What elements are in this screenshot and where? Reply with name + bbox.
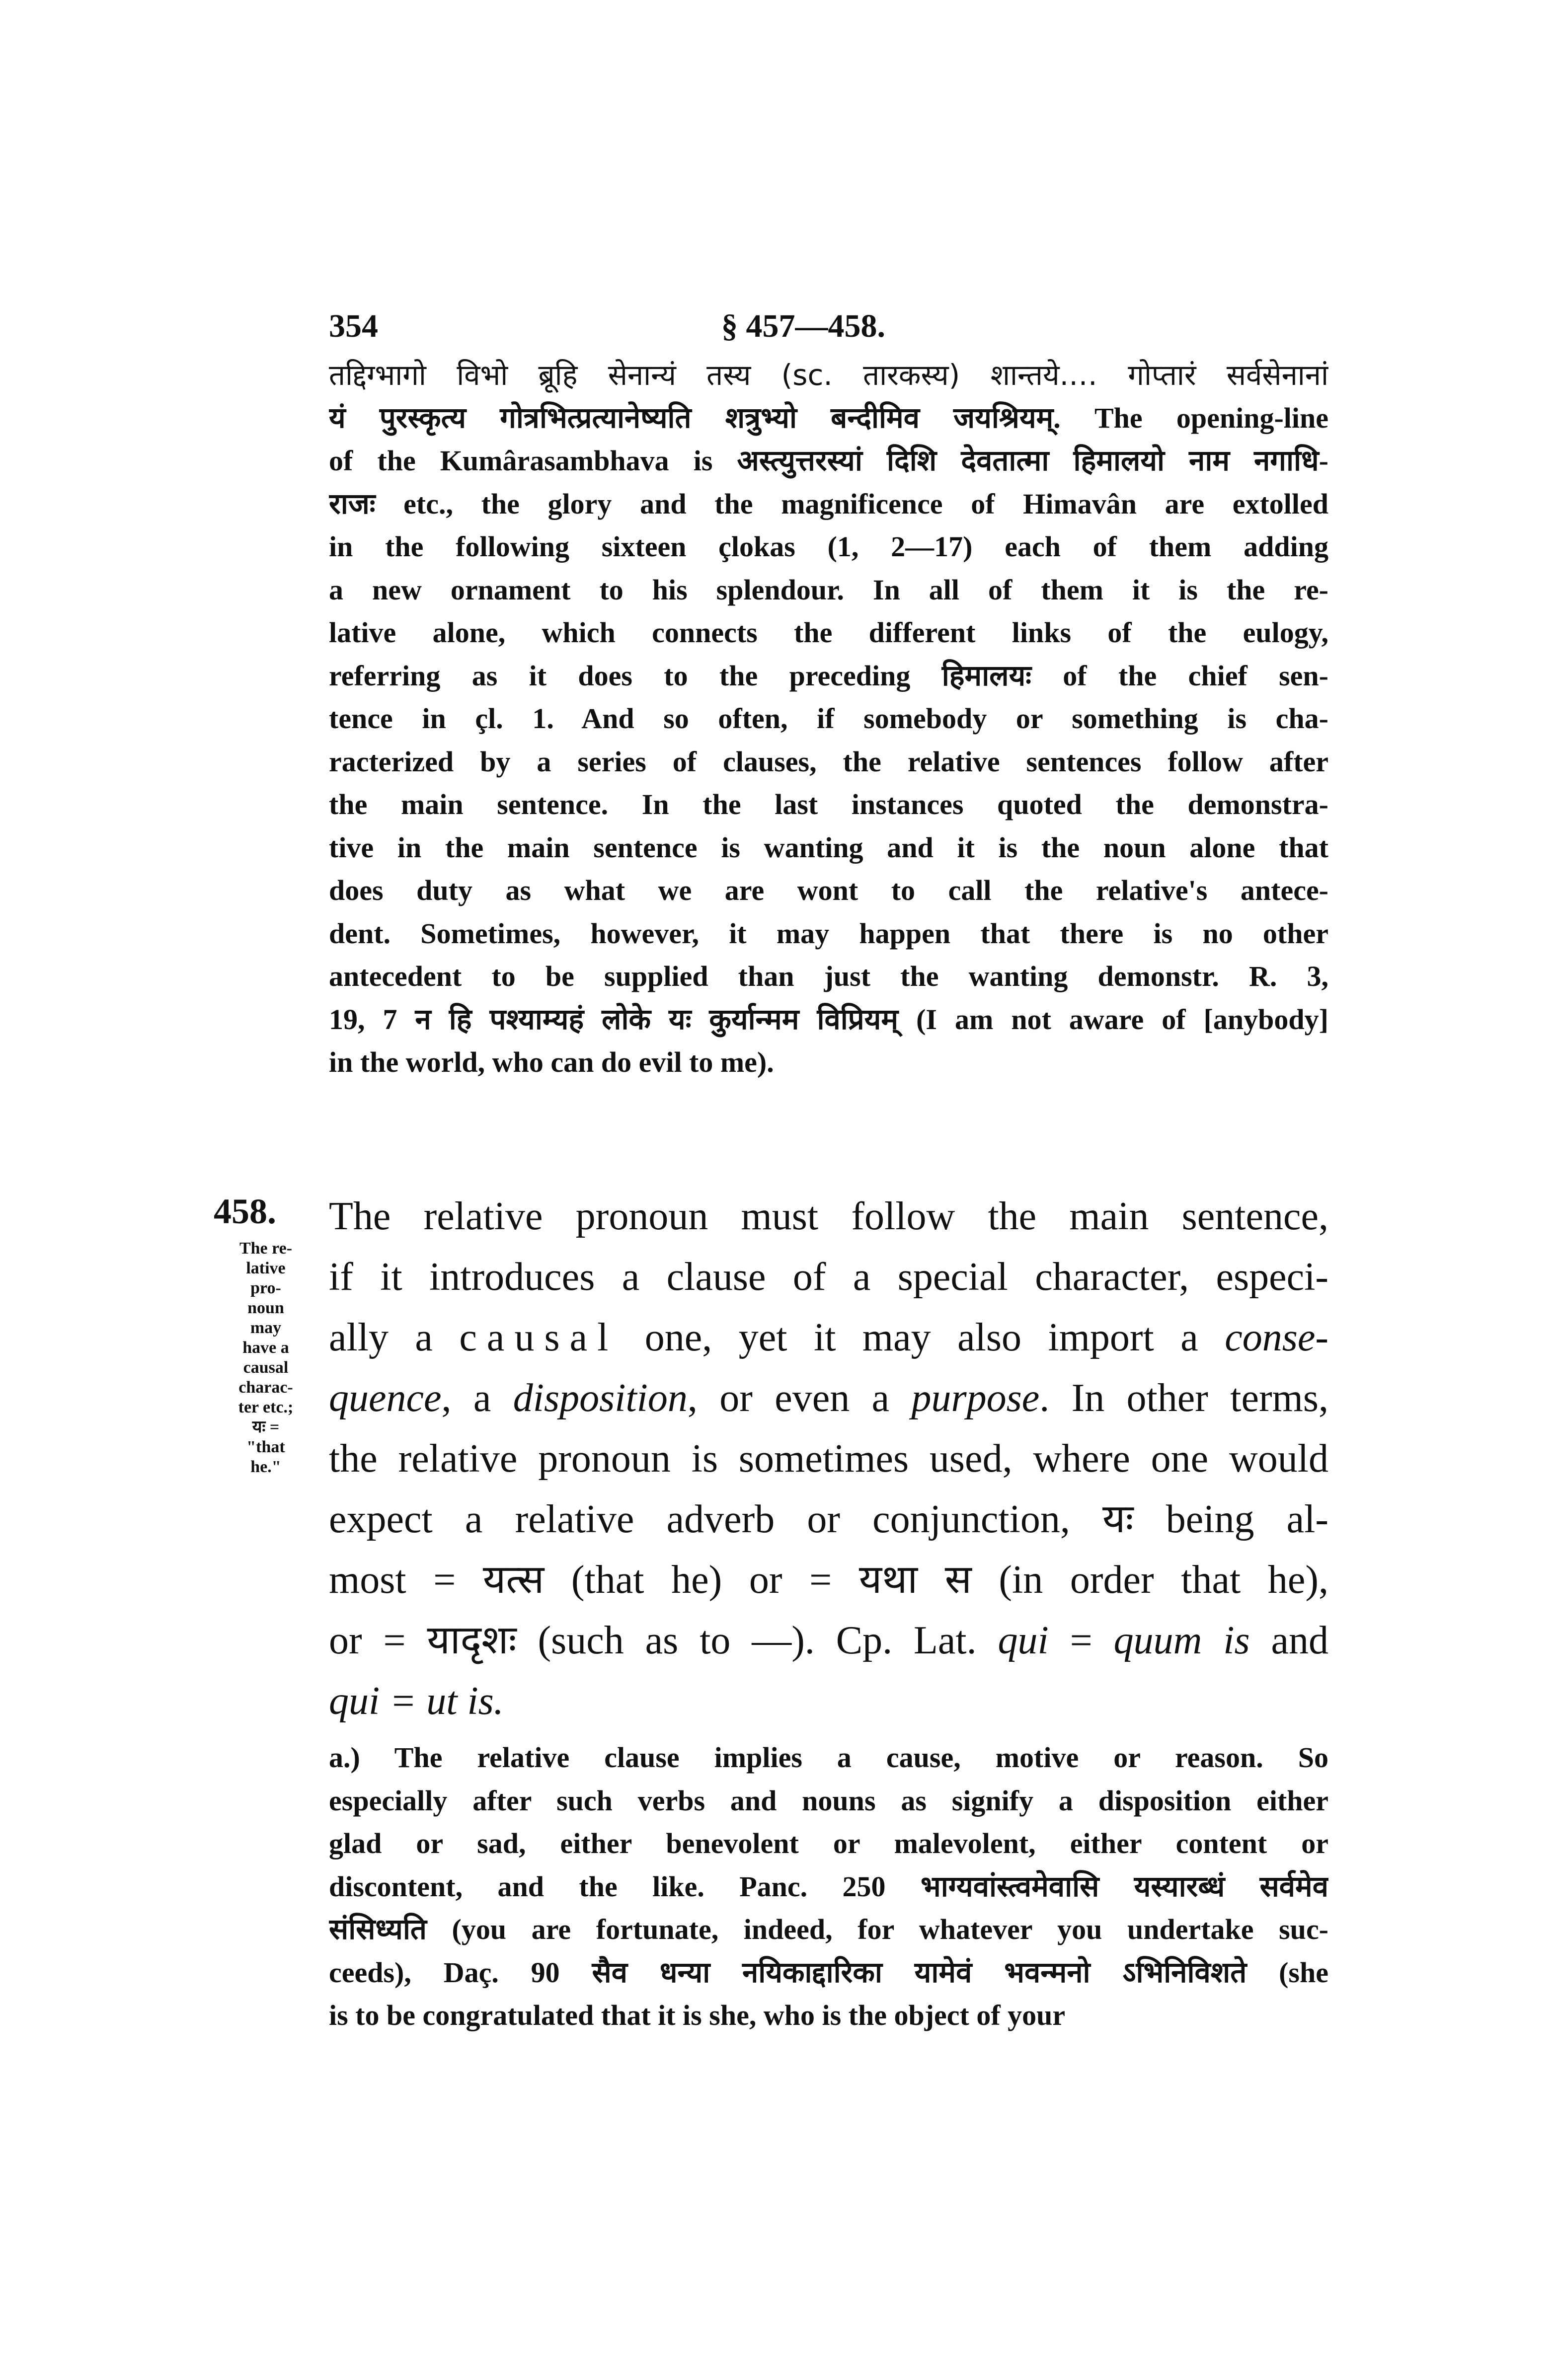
text-line: ceeds), Daç. 90 सैव धन्या नयिकाद्दारिका यामेवं भवन्मनो ऽभिनिविशते (she — [329, 1956, 1328, 1989]
text-line: racterized by a series of clauses, the relative sentences follow after — [329, 745, 1328, 778]
margin-note: The re- lative pro- noun may have a causal charac- ter etc.; यः = "that he." — [238, 1239, 294, 1476]
text-line: tive in the main sentence is wanting and it is the noun alone that — [329, 831, 1328, 864]
paragraph-458 — [329, 1186, 1328, 1731]
text-line: referring as it does to the preceding हिमालयः of the chief sen- — [329, 659, 1328, 692]
text-line: तद्दिग्भागो विभो ब्रूहि सेनान्यं तस्य (sc. तारकस्य) शान्तये.… गोप्तारं सर्वसेनानां — [329, 358, 1328, 392]
text-line: does duty as what we are wont to call the relative's antece- — [329, 874, 1328, 906]
text-line: of the Kumârasambhava is अस्त्युत्तरस्यां दिशि देवतात्मा हिमालयो नाम नगाधि- — [329, 445, 1328, 477]
text-line: most = यत्स (that he) or = यथा स (in order that he), — [329, 1558, 1328, 1602]
text-line: राजः etc., the glory and the magnificence of Himavân are extolled — [329, 487, 1328, 520]
text-line: antecedent to be supplied than just the wanting demonstr. R. 3, — [329, 960, 1328, 992]
text-line: glad or sad, either benevolent or malevolent, either content or — [329, 1827, 1328, 1859]
text-line: lative alone, which connects the different links of the eulogy, — [329, 616, 1328, 649]
text-line: the main sentence. In the last instances quoted the demonstra- — [329, 788, 1328, 820]
text-line: quence, a disposition, or even a purpose. In other terms, — [329, 1376, 1328, 1420]
text-line: qui = ut is. — [329, 1679, 504, 1723]
section-range: § 457—458. — [721, 308, 885, 344]
text-line: यं पुरस्कृत्य गोत्रभित्प्रत्यानेष्यति शत्रुभ्यो बन्दीमिव जयश्रियम्. The opening-line — [329, 401, 1328, 434]
text-line: expect a relative adverb or conjunction, यः being al- — [329, 1497, 1328, 1541]
text-line: संसिध्यति (you are fortunate, indeed, for whatever you undertake suc- — [329, 1913, 1328, 1945]
text-line: discontent, and the like. Panc. 250 भाग्यवांस्त्वमेवासि यस्यारब्धं सर्वमेव — [329, 1870, 1328, 1903]
text-line: ally a causal one, yet it may also import a conse- — [329, 1316, 1328, 1359]
text-line: dent. Sometimes, however, it may happen that there is no other — [329, 917, 1328, 950]
page-number: 354 — [329, 308, 378, 344]
text-line: or = यादृशः (such as to —). Cp. Lat. qui = quum is and — [329, 1619, 1328, 1662]
page-header — [329, 304, 1328, 349]
text-line: a.) The relative clause implies a cause, motive or reason. So — [329, 1741, 1328, 1774]
text-line: 19, 7 न हि पश्याम्यहं लोके यः कुर्यान्मम विप्रियम् (I am not aware of [anybody] — [329, 1003, 1328, 1036]
text-line: a new ornament to his splendour. In all of them it is the re- — [329, 573, 1328, 606]
paragraph-458a — [329, 1736, 1328, 2037]
text-line: tence in çl. 1. And so often, if somebody or something is cha- — [329, 702, 1328, 735]
text-line: The relative pronoun must follow the main sentence, — [329, 1194, 1328, 1238]
section-number: 458. — [214, 1191, 276, 1231]
text-line: especially after such verbs and nouns as signify a disposition either — [329, 1784, 1328, 1817]
text-line: the relative pronoun is sometimes used, where one would — [329, 1437, 1328, 1481]
text-line: in the world, who can do evil to me). — [329, 1046, 774, 1078]
text-line: if it introduces a clause of a special character, especi- — [329, 1255, 1328, 1299]
paragraph-457-continuation — [329, 354, 1328, 1084]
text-line: in the following sixteen çlokas (1, 2—17) each of them adding — [329, 530, 1328, 563]
text-line: is to be congratulated that it is she, who is the object of your — [329, 1999, 1066, 2031]
